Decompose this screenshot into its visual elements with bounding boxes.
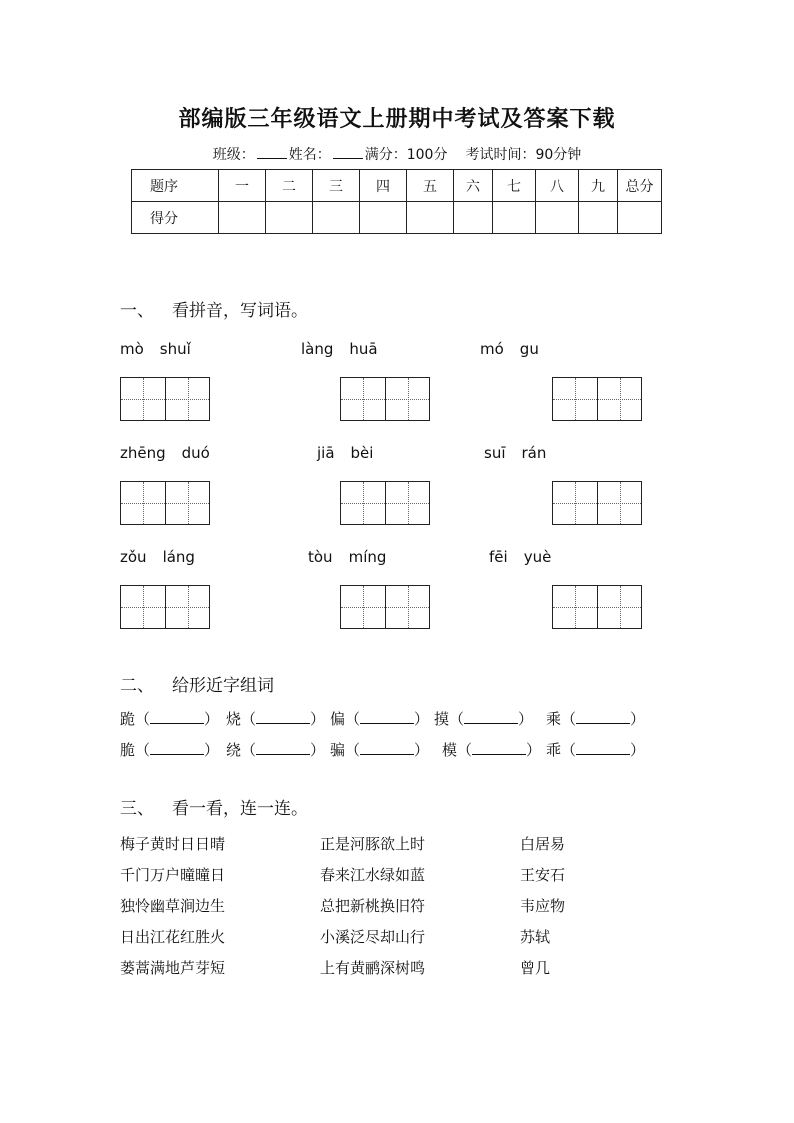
writing-box[interactable] (120, 585, 210, 629)
header-cell: 题序 (132, 170, 219, 202)
writing-box[interactable] (120, 481, 210, 525)
exam-time: 考试时间：90分钟 (465, 147, 582, 163)
poet-name: 白居易 (520, 835, 566, 853)
pinyin-item: mó gu (480, 340, 539, 358)
writing-box[interactable] (340, 585, 430, 629)
answer-blank[interactable] (360, 741, 414, 755)
poem-line: 总把新桃换旧符 (320, 897, 426, 915)
pinyin-item: tòu míng (308, 548, 387, 566)
section-number: 一、 (120, 301, 154, 321)
header-cell: 总分 (618, 170, 662, 202)
score-table-header-row (132, 170, 662, 202)
score-table-score-row (132, 202, 662, 234)
poet-name: 韦应物 (520, 897, 566, 915)
pinyin-item: suī rán (484, 444, 547, 462)
poet-name: 曾几 (520, 959, 551, 977)
score-cell[interactable] (454, 202, 493, 234)
pinyin-item: zhēng duó (120, 444, 210, 462)
score-cell[interactable] (313, 202, 360, 234)
poem-line: 蒌蒿满地芦芽短 (120, 959, 226, 977)
section3-heading (120, 794, 308, 819)
poem-line: 正是河豚欲上时 (320, 835, 426, 853)
pinyin-item: mò shuǐ (120, 340, 191, 358)
pinyin-item: làng huā (301, 340, 378, 358)
header-cell: 一 (219, 170, 266, 202)
poem-line: 日出江花红胜火 (120, 928, 226, 946)
poem-line: 独怜幽草涧边生 (120, 897, 226, 915)
word-row-2: 脆（ ） 绕（ ） 骗（ ） 模（ ） 乖（ ） (120, 741, 646, 759)
header-cell: 七 (493, 170, 536, 202)
score-cell[interactable] (536, 202, 579, 234)
poem-line: 梅子黄时日日晴 (120, 835, 226, 853)
writing-box[interactable] (552, 585, 642, 629)
answer-blank[interactable] (576, 741, 630, 755)
header-cell: 二 (266, 170, 313, 202)
pinyin-item: jiā bèi (317, 444, 374, 462)
class-blank[interactable] (257, 146, 287, 159)
section-number: 三、 (120, 799, 154, 819)
header-cell: 六 (454, 170, 493, 202)
header-cell: 五 (407, 170, 454, 202)
score-table (131, 169, 662, 234)
answer-blank[interactable] (256, 710, 310, 724)
poem-line: 春来江水绿如蓝 (320, 866, 426, 884)
name-blank[interactable] (333, 146, 363, 159)
answer-blank[interactable] (464, 710, 518, 724)
answer-blank[interactable] (576, 710, 630, 724)
header-cell: 八 (536, 170, 579, 202)
answer-blank[interactable] (256, 741, 310, 755)
class-label: 班级： (212, 147, 255, 163)
writing-box[interactable] (340, 481, 430, 525)
poem-line: 上有黄鹂深树鸣 (320, 959, 426, 977)
name-label: 姓名： (288, 147, 331, 163)
poem-line: 千门万户曈曈日 (120, 866, 226, 884)
poem-line: 小溪泛尽却山行 (320, 928, 426, 946)
score-cell[interactable] (407, 202, 454, 234)
header-cell: 九 (579, 170, 618, 202)
writing-box[interactable] (120, 377, 210, 421)
full-score: 满分：100分 (364, 147, 448, 163)
pinyin-item: fēi yuè (489, 548, 552, 566)
poet-name: 苏轼 (520, 928, 551, 946)
section-title: 看一看，连一连。 (172, 799, 308, 819)
writing-box[interactable] (552, 481, 642, 525)
poet-name: 王安石 (520, 866, 566, 884)
row-label: 得分 (132, 202, 219, 234)
score-cell[interactable] (219, 202, 266, 234)
section-number: 二、 (120, 676, 154, 696)
exam-info (0, 144, 794, 164)
section-title: 给形近字组词 (172, 676, 274, 696)
score-cell[interactable] (360, 202, 407, 234)
answer-blank[interactable] (472, 741, 526, 755)
score-cell[interactable] (493, 202, 536, 234)
pinyin-item: zǒu láng (120, 548, 195, 566)
word-row-1: 跪（ ） 烧（ ） 偏（ ） 摸（ ） 乘（ ） (120, 710, 646, 728)
section2-heading (120, 671, 274, 696)
score-cell[interactable] (266, 202, 313, 234)
section1-heading (120, 296, 308, 321)
answer-blank[interactable] (150, 741, 204, 755)
header-cell: 四 (360, 170, 407, 202)
score-cell[interactable] (579, 202, 618, 234)
writing-box[interactable] (340, 377, 430, 421)
answer-blank[interactable] (360, 710, 414, 724)
section-title: 看拼音，写词语。 (172, 301, 308, 321)
page-title: 部编版三年级语文上册期中考试及答案下载 (178, 107, 616, 132)
header-cell: 三 (313, 170, 360, 202)
writing-box[interactable] (552, 377, 642, 421)
answer-blank[interactable] (150, 710, 204, 724)
score-cell[interactable] (618, 202, 662, 234)
